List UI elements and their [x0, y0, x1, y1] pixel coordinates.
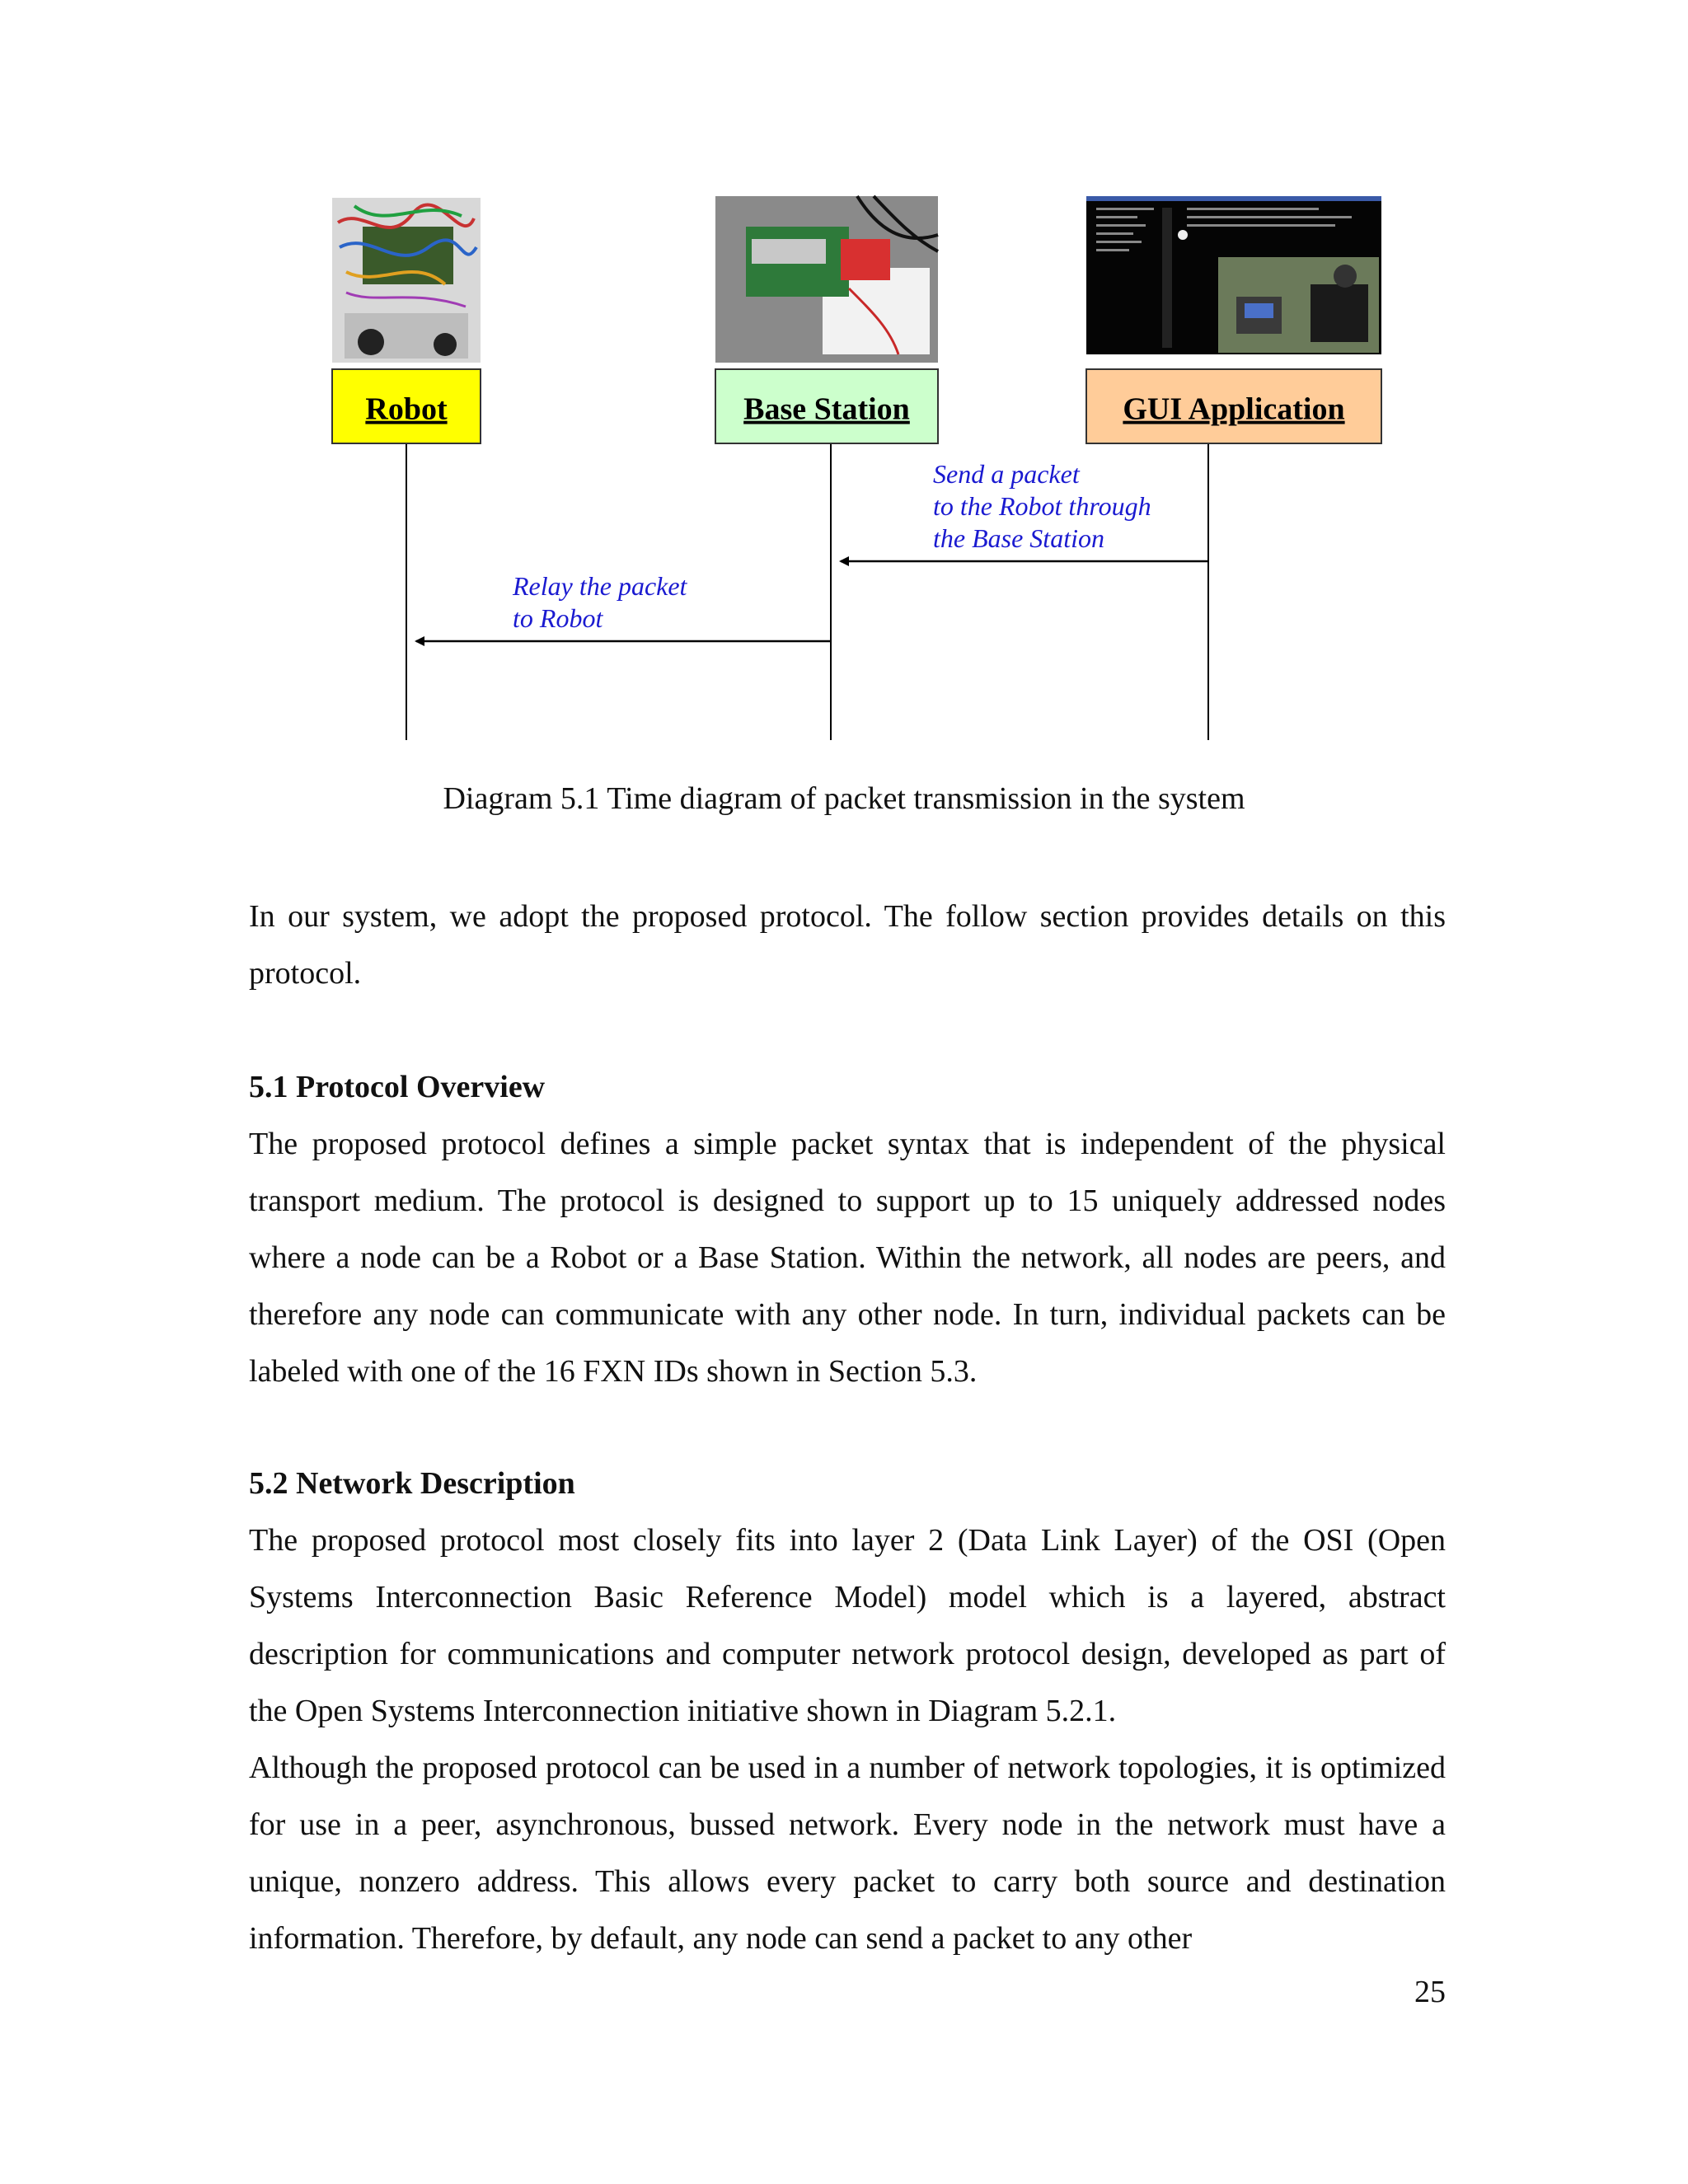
relay-packet-line-2: to Robot — [513, 603, 603, 633]
send-packet-line-2: to the Robot through — [933, 491, 1151, 521]
relay-packet-line-1: Relay the packet — [513, 571, 687, 601]
section-5-1-text: The proposed protocol defines a simple packet syntax that is independent of the physical transport medium. The protocol is designed to support up to 15 uniquely addressed nodes where a node can be a Robot or a Base Station. Within the network, all nodes are peers, and therefore any node can communicate with any other node. In turn, individual packets can be labeled with one of the 16 FXN IDs shown in Section 5.3. — [249, 1127, 1446, 1389]
section-5-2-text-2: Although the proposed protocol can be used in a number of network topologies, it is optimized for use in a peer, asynchronous, bussed network. Every node in the network must have a unique, nonzero address. This allows every packet to carry both source and destination information. Therefore, by default, any node can send a packet to any other — [249, 1750, 1446, 1956]
send-packet-line-1: Send a packet — [933, 459, 1080, 489]
robot-box — [332, 369, 481, 443]
section-5-1-heading: 5.1 Protocol Overview — [249, 1070, 546, 1104]
page-number: 25 — [1414, 1975, 1446, 2009]
section-5-1-paragraph — [249, 1116, 1446, 1400]
diagram-caption: Diagram 5.1 Time diagram of packet transmission in the system — [443, 781, 1245, 816]
section-5-2-paragraphs — [249, 1512, 1446, 1967]
intro-text: In our system, we adopt the proposed protocol. The follow section provides details on this protocol. — [249, 899, 1446, 991]
gui-application-box — [1086, 369, 1381, 443]
sequence-diagram — [0, 0, 1688, 857]
base-station-photo — [715, 196, 938, 363]
robot-photo — [332, 198, 481, 363]
section-5-2-text-1: The proposed protocol most closely fits into layer 2 (Data Link Layer) of the OSI (Open Systems Interconnection Basic Reference Model) model which is a layered, abstract description for communications and computer network protocol design, developed as part of the Open Systems Interconnection initiative shown in Diagram 5.2.1. — [249, 1523, 1446, 1728]
gui-screenshot — [1086, 196, 1381, 354]
section-5-2-heading: 5.2 Network Description — [249, 1466, 575, 1501]
robot-label: Robot — [365, 391, 448, 427]
gui-application-label: GUI Application — [1123, 391, 1345, 427]
send-packet-line-3: the Base Station — [933, 523, 1104, 553]
intro-paragraph — [249, 888, 1446, 1002]
base-station-label: Base Station — [743, 391, 910, 427]
base-station-box — [715, 369, 938, 443]
